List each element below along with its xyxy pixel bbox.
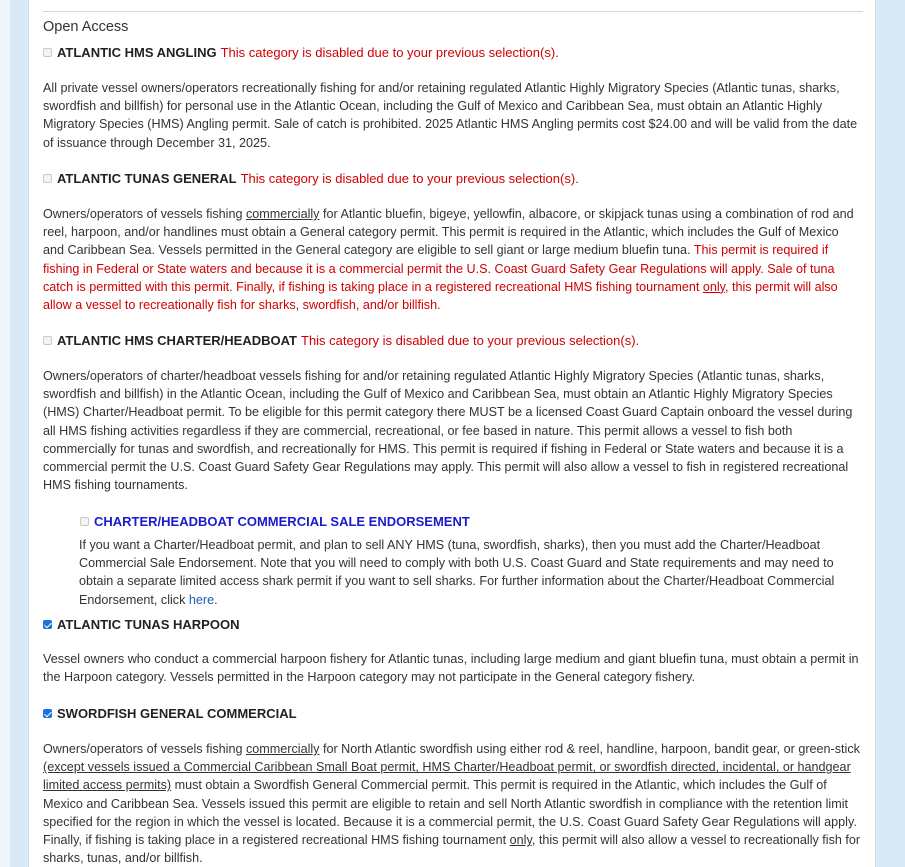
hms-angling-description: All private vessel owners/operators recreationally fishing for and/or retaining regulated Atlantic Highly Migratory Species (Atlantic tunas, sharks, swordfish and billfish) for personal use in the Atlantic Ocean, including the Gulf of Mexico and Caribbean Sea, must obtain an Atlantic Highly Migratory Species (HMS) Angling permit. Sale of catch is prohibited. 2025 Atlantic HMS Angling permits cost $24.00 and will be valid from the date of issuance through December 31, 2025. bbox=[43, 81, 858, 150]
tunas-harpoon-description: Vessel owners who conduct a commercial harpoon fishery for Atlantic tunas, including large medium and giant bluefin tuna, must obtain a permit in the Harpoon category. Vessels permitted in the Harpoon category may not participate in the General category fishery. bbox=[43, 652, 859, 685]
swordfish-exceptions: (except vessels issued a Commercial Caribbean Small Boat permit, HMS Charter/Headboat permit, or swordfish directed, incidental, or handgear limited access permits) bbox=[43, 760, 851, 793]
charter-headboat-checkbox[interactable] bbox=[43, 336, 52, 345]
content-panel bbox=[28, 0, 876, 867]
category-row-hms-angling bbox=[43, 45, 559, 60]
tunas-general-disabled-note: This category is disabled due to your previous selection(s). bbox=[240, 171, 579, 186]
hms-angling-title: ATLANTIC HMS ANGLING bbox=[57, 45, 217, 60]
hms-angling-checkbox[interactable] bbox=[43, 48, 52, 57]
endorsement-period: . bbox=[214, 592, 218, 607]
tunas-general-only: only bbox=[702, 279, 725, 294]
tunas-general-title: ATLANTIC TUNAS GENERAL bbox=[57, 171, 237, 186]
tunas-harpoon-title: ATLANTIC TUNAS HARPOON bbox=[57, 617, 240, 632]
charter-headboat-title: ATLANTIC HMS CHARTER/HEADBOAT bbox=[57, 333, 297, 348]
swordfish-only: only bbox=[509, 833, 532, 848]
commercial-sale-endorsement-checkbox[interactable] bbox=[80, 517, 89, 526]
category-row-charter-headboat bbox=[43, 333, 639, 348]
tunas-general-checkbox[interactable] bbox=[43, 174, 52, 183]
category-row-tunas-harpoon bbox=[43, 617, 239, 632]
category-row-commercial-sale-endorsement bbox=[80, 514, 470, 529]
swordfish-desc-text-2: for North Atlantic swordfish using either rod & reel, handline, harpoon, bandit gear, or green-stick bbox=[319, 742, 860, 756]
section-divider bbox=[43, 11, 863, 12]
charter-headboat-description: Owners/operators of charter/headboat vessels fishing for and/or retaining regulated Atlantic Highly Migratory Species (Atlantic tunas, sharks, swordfish and billfish) in the Atlantic Ocean, including the Gulf of Mexico and Caribbean Sea, must obtain an Atlantic Highly Migratory Species (HMS) Charter/Headboat permit. To be eligible for this permit category there MUST be a licensed Coast Guard Captain onboard the vessel during all HMS fishing activities regardless if they are commercial, recreational, or fee based in nature. This permit allows a vessel to fish both commercially for tunas and swordfish, and recreationally for HMS. This permit is required if fishing in Federal or State waters and because it is a commercial permit the U.S. Coast Guard Safety Gear Regulations may apply. This permit will also allow a vessel to fish in registered recreational HMS fishing tournaments. bbox=[43, 369, 853, 493]
commercial-sale-endorsement-title: CHARTER/HEADBOAT COMMERCIAL SALE ENDORSEMENT bbox=[94, 514, 470, 529]
swordfish-commercially: commercially bbox=[246, 742, 320, 756]
swordfish-desc-text-3: must obtain a Swordfish General Commercial permit. This permit is required in the Atlantic, which includes the Gulf of Mexico and Caribbean Sea. Vessels issued this permit are eligible to retain and sell North Atlantic swordfish in compliance with the retention limit specified for the region in which the vessel is located. Because it is a commercial permit, the U.S. Coast Guard Safety Gear Regulations will apply. Finally, if fishing is taking place in a registered recreational HMS fishing tournament bbox=[43, 778, 857, 848]
swordfish-general-description bbox=[43, 740, 863, 867]
commercial-sale-endorsement-text: If you want a Charter/Headboat permit, and plan to sell ANY HMS (tuna, swordfish, sharks), then you must add the Charter/Headboat Commercial Sale Endorsement. Note that you will need to comply with both U.S. Coast Guard and State requirements and may need to obtain a separate limited access shark permit if you want to sell sharks. For further information about the Charter/Headboat Commercial Endorsement, click bbox=[79, 538, 835, 607]
swordfish-desc-text-4: , this permit will also allow a vessel to recreationally fish for sharks, tunas, and/or billfish. bbox=[43, 833, 861, 866]
category-row-swordfish-general bbox=[43, 706, 297, 721]
hms-angling-disabled-note: This category is disabled due to your previous selection(s). bbox=[220, 45, 559, 60]
swordfish-general-checkbox[interactable] bbox=[43, 709, 52, 718]
frame-left-border bbox=[0, 0, 10, 867]
section-title: Open Access bbox=[43, 19, 129, 35]
tunas-general-warning-text: This permit is required if fishing in Federal or State waters and because it is a commercial permit the U.S. Coast Guard Safety Gear Regulations will apply. Sale of tuna catch is permitted with this permit. Finally, if fishing is taking place in a registered recreational HMS fishing tournament bbox=[43, 243, 835, 294]
swordfish-general-title: SWORDFISH GENERAL COMMERCIAL bbox=[57, 706, 297, 721]
charter-headboat-disabled-note: This category is disabled due to your previous selection(s). bbox=[301, 333, 640, 348]
tunas-general-commercially: commercially bbox=[246, 207, 320, 221]
tunas-harpoon-checkbox[interactable] bbox=[43, 620, 52, 629]
swordfish-desc-text: Owners/operators of vessels fishing bbox=[43, 742, 246, 756]
commercial-sale-endorsement-description bbox=[79, 536, 863, 609]
tunas-general-warning-text-2: , this permit will also allow a vessel to recreationally fish for sharks, swordfish, and/or billfish. bbox=[43, 279, 838, 313]
endorsement-info-link[interactable]: here bbox=[188, 592, 215, 607]
tunas-general-description bbox=[43, 205, 863, 314]
category-row-tunas-general bbox=[43, 171, 579, 186]
tunas-general-desc-text-2: for Atlantic bluefin, bigeye, yellowfin, albacore, or skipjack tunas using a combination of rod and reel, harpoon, and/or handlines must obtain a General category permit. This permit is required in the Atlantic, which includes the Gulf of Mexico and Caribbean Sea. Vessels permitted in the General category are eligible to sell giant or large medium bluefin tuna. bbox=[43, 207, 854, 258]
tunas-general-desc-text: Owners/operators of vessels fishing bbox=[43, 207, 246, 221]
